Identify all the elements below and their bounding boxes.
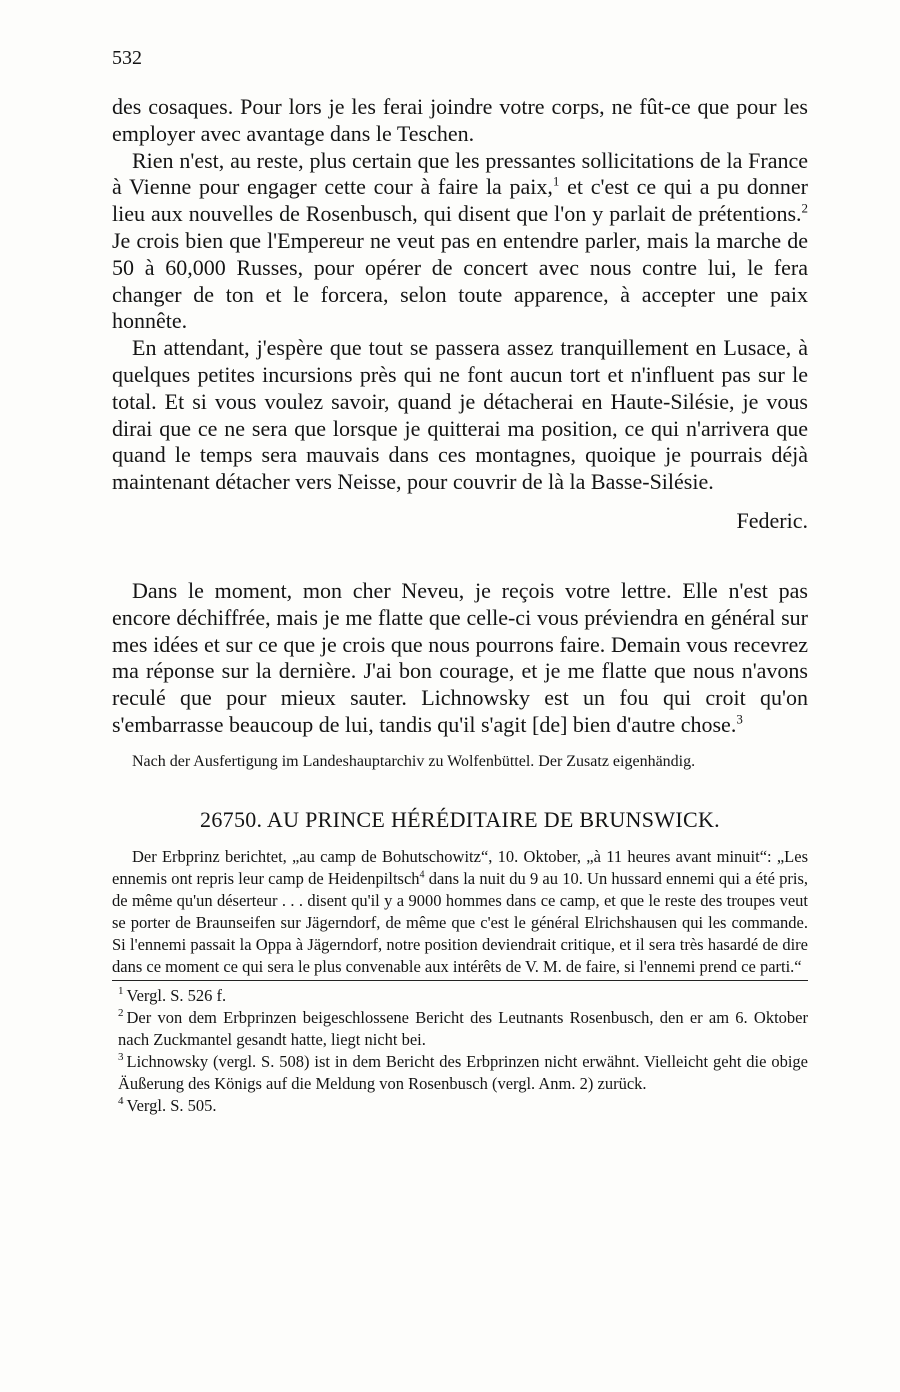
footnote-1-mark: 1	[118, 985, 124, 998]
footnote-4-mark: 4	[118, 1095, 124, 1108]
footnote-divider	[112, 980, 808, 981]
letter-paragraph-3	[112, 335, 808, 496]
section-summary-text-a: Der Erbprinz berichtet, „au camp de Bohutschowitz“, 10. Oktober, „à 11 heures avant minuit“: „Les ennemis ont repris leur camp de Heidenpiltsch	[112, 846, 808, 888]
footnote-ref-1: 1	[552, 174, 560, 190]
footnote-4-text: Vergl. S. 505.	[126, 1095, 217, 1115]
footnote-3-mark: 3	[118, 1051, 124, 1064]
section-summary-text-b: dans la nuit du 9 au 10. Un hussard ennemi qui a été pris, de même qu'un déserteur . . . disent qu'il y a 9000 hommes dans ce camp, et que le reste des troupes veut se porter de Braunseifen sur Jägerndorf, de même que c'est le général Elrichshausen qui les commande. Si l'ennemi passait la Oppa à Jägerndorf, notre position deviendrait critique, et il sera très hasardé de dire dans ce moment ce qui sera le plus convenable aux intérêts de V. M. de faire, si l'ennemi prend ce parti.“	[112, 868, 808, 976]
footnote-1	[112, 985, 808, 1007]
footnote-2-text: Der von dem Erbprinzen beigeschlossene Bericht des Leutnants Rosenbusch, den er am 6. Oktober nach Zuckmantel gesandt hatte, liegt nicht bei.	[118, 1007, 808, 1049]
letter-postscript-text: Dans le moment, mon cher Neveu, je reçois votre lettre. Elle n'est pas encore déchiffrée, mais je me flatte que celle-ci vous préviendra en général sur mes idées et sur ce que je crois que nous pourrons faire. Demain vous recevrez ma réponse sur la dernière. J'ai bon courage, et je me flatte que nous n'avons reculé que pour mieux sauter. Lichnowsky est un fou qui croit qu'on s'embarrasse beaucoup de lui, tandis qu'il s'agit [de] bien d'autre chose.	[112, 577, 808, 737]
footnote-ref-3: 3	[736, 711, 743, 727]
footnote-3	[112, 1051, 808, 1095]
section-heading: 26750. AU PRINCE HÉRÉDITAIRE DE BRUNSWICK.	[200, 806, 720, 832]
footnote-1-text: Vergl. S. 526 f.	[126, 985, 227, 1005]
footnote-2-mark: 2	[118, 1007, 124, 1020]
footnotes-list	[112, 985, 808, 1117]
letter-paragraph-2-text-c: Je crois bien que l'Empereur ne veut pas en entendre parler, mais la marche de 50 à 60,000 Russes, pour opérer de concert avec nous contre lui, le fera changer de ton et le forcera, selon toute apparence, à accepter une paix honnête.	[112, 227, 808, 334]
footnote-ref-2: 2	[801, 200, 808, 216]
page-number: 532	[112, 47, 142, 69]
letter-paragraph-2-text-b: et c'est ce qui a pu donner lieu aux nouvelles de Rosenbusch, qui disent que l'on y parlait de prétentions.	[112, 174, 808, 227]
footnote-ref-4: 4	[419, 869, 425, 881]
letter-postscript	[112, 578, 808, 739]
letter-paragraph-2-text-a: Rien n'est, au reste, plus certain que les pressantes sollicitations de la France à Vienne pour engager cette cour à faire la paix,	[112, 147, 808, 200]
document-page	[112, 44, 808, 1117]
footnote-4	[112, 1095, 808, 1117]
section-summary	[112, 846, 808, 978]
footnote-3-text: Lichnowsky (vergl. S. 508) ist in dem Bericht des Erbprinzen nicht erwähnt. Vielleicht geht die obige Äußerung des Königs auf die Meldung von Rosenbusch (vergl. Anm. 2) zurück.	[118, 1051, 808, 1093]
footnote-2	[112, 1007, 808, 1051]
letter-signature: Federic.	[736, 507, 808, 533]
letter-paragraph-2	[112, 148, 808, 336]
letter-paragraph-3-text: En attendant, j'espère que tout se passera assez tranquillement en Lusace, à quelques petites incursions près qui ne font aucun tort et n'influent pas sur le total. Et si vous voulez savoir, quand je détacherai en Haute-Silésie, je vous dirai que ce ne sera que lorsque je quitterai ma position, ce qui n'arrivera que quand le temps sera mauvais dans ces montagnes, quoique je pourrais déjà maintenant détacher vers Neisse, pour couvrir de là la Basse-Silésie.	[112, 335, 808, 495]
source-note: Nach der Ausfertigung im Landeshauptarchiv zu Wolfenbüttel. Der Zusatz eigenhändig.	[132, 752, 696, 770]
letter-paragraph-1-text: des cosaques. Pour lors je les ferai joindre votre corps, ne fût-ce que pour les employer avec avantage dans le Teschen.	[112, 94, 808, 146]
letter-paragraph-1	[112, 94, 808, 148]
